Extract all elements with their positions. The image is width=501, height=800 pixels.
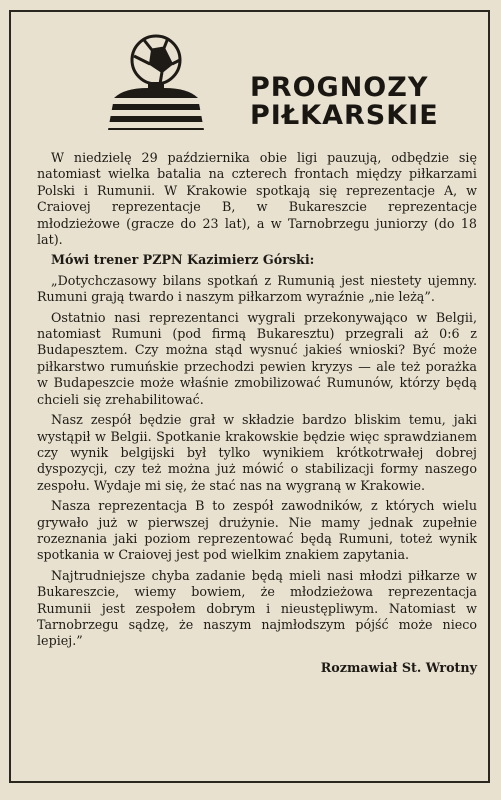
speaker-line: Mówi trener PZPN Kazimierz Górski:: [51, 252, 315, 268]
article-body: [37, 150, 477, 680]
paragraph-1: „Dotychczasowy bilans spotkań z Rumunią jest niestety ujemny. Rumuni grają twardo i naszym piłkarzom wyraźnie „nie leżą”.: [37, 272, 477, 305]
title-line-1: PROGNOZY: [250, 72, 429, 103]
intro-paragraph: W niedzielę 29 października obie ligi pauzują, odbędzie się natomiast wielka batalia na czterech frontach między piłkarzami Polski i Rumunii. W Krakowie spotkają się reprezentacje A, w Craiovej reprezentacje B, w Bukareszcie reprezentacje młodzieżowe (gracze do 23 lat), a w Tarnobrzegu juniorzy (do 18 lat).: [37, 150, 477, 248]
football-player-head-icon: [94, 26, 212, 136]
paragraph-5: Najtrudniejsze chyba zadanie będą mieli nasi młodzi piłkarze w Bukareszcie, wiemy bowiem, że młodzieżowa reprezentacja Rumunii jest zespołem dobrym i nieustępliwym. Natomiast w Tarnobrzegu sądzę, że naszym najmłodszym pójść może nieco lepiej.”: [37, 567, 477, 649]
paragraph-2: Ostatnio nasi reprezentanci wygrali przekonywająco w Belgii, natomiast Rumuni (pod firmą Bukaresztu) przegrali aż 0:6 z Budapesztem. Czy można stąd wysnuć jakieś wnioski? Być może piłkarstwo rumuńskie przechodzi pewien kryzys — ale też porażka w Budapeszcie może właśnie zmobilizować Rumunów, którzy będą chcieli się zrehabilitować.: [37, 309, 477, 407]
title-line-2: PIŁKARSKIE: [250, 100, 439, 131]
paragraph-4: Nasza reprezentacja B to zespół zawodników, z których wielu grywało już w pierwszej drużynie. Nie mamy jednak zupełnie rozeznania jaki poziom reprezentować będą Rumuni, toteż wynik spotkania w Craiovej jest pod wielkim znakiem zapytania.: [37, 498, 477, 563]
signature: Rozmawiał St. Wrotny: [320, 659, 477, 675]
article-header: [90, 26, 480, 136]
paragraph-3: Nasz zespół będzie grał w składzie bardzo bliskim temu, jaki wystąpił w Belgii. Spotkanie krakowskie będzie więc sprawdzianem czy wynik belgijski był tylko wynikiem krótkotrwałej dobrej dyspozycji, czy też można już mówić o stabilizacji formy naszego zespołu. Wydaje mi się, że stać nas na wygraną w Krakowie.: [37, 412, 477, 493]
article-title: [250, 74, 439, 130]
